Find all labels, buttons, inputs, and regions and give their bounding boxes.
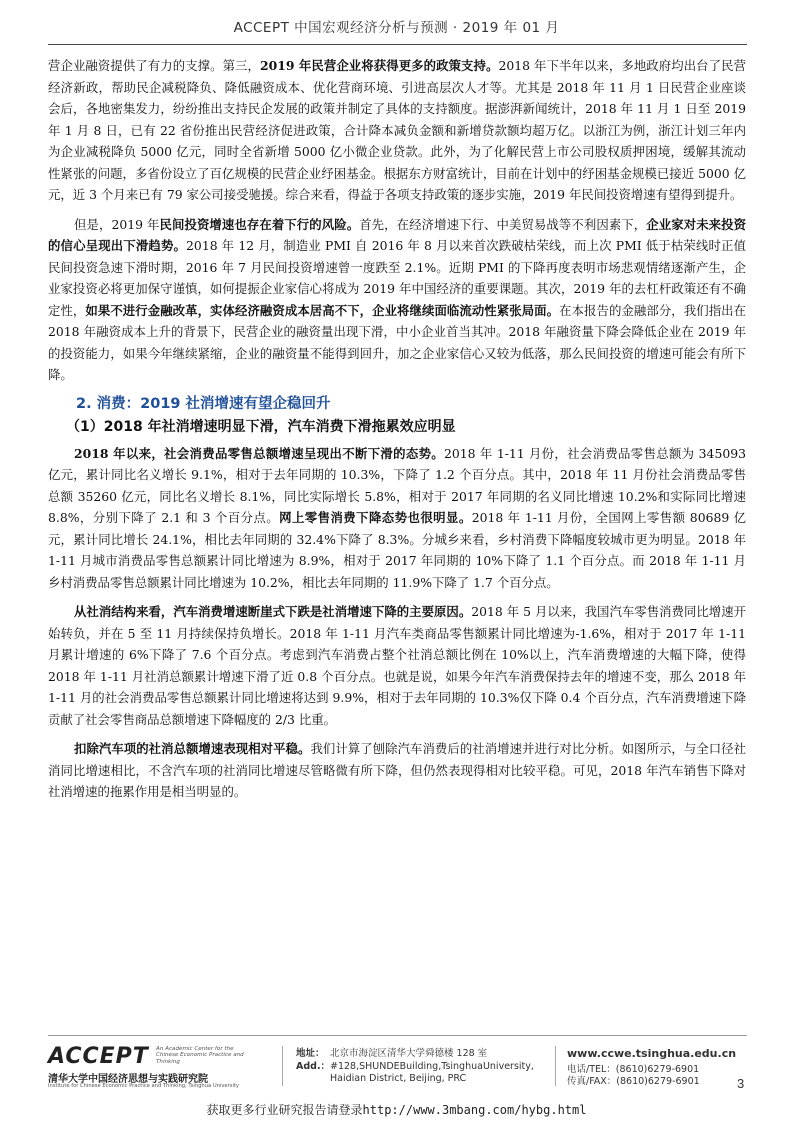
text-run: 2018 年下半年以来，多地政府均出台了民营经济新政，帮助民企减税降负、降低融资成本、优化营商环境、引进高层次人才等。尤其是 2018 年 11 月 1 日民营企业座谈会后，各地密集发力，纷纷推出支持民企发展的政策并制定了具体的支持额度。据澎湃新闻统计，2018 年 11 月 1 日至 2019 年 1 月 8 日，已有 22 省份推出民营经济促进政策，合计降本减负金额和新增贷款额均超万亿。以浙江为例，浙江计划三年内为企业减税降负 5000 亿元，同时全省新增 5000 亿小微企业贷款。此外，为了化解民营上市公司股权质押困境，缓解其流动性紧张的问题，多省份设立了百亿规模的民营企业纾困基金。根据东方财富统计，目前在计划中的纾困基金规模已接近 5000 亿元，近 3 个月来已有 79 家公司接受驰援。综合来看，得益于各项支持政策的逐步实施，2019 年民间投资增速有望得到提升。 (48, 58, 746, 202)
footer-divider (48, 1035, 747, 1036)
logo-tagline: An Academic Center for the Chinese Economic Practice and Thinking (156, 1046, 244, 1065)
text-run: 2018 年 1-11 月份，社会消费品零售总额为 345093 亿元，累计同比名义增长 9.1%，相对于去年同期的 10.3%，下降了 1.2 个百分点。其中，2018 年 11 月份社会消费品零售总额 35260 亿元，同比名义增长 8.1%，同比实际增长 5.8%，相对于 2017 年同期的名义同比增速 10.2%和实际同比增速 8.8%，分别下降了 2.1 和 3 个百分点。 (48, 445, 746, 525)
address-cn-label: 地址： (296, 1048, 325, 1059)
text-run: 但是，2019 年 (74, 216, 160, 232)
institute-logo (48, 1044, 268, 1090)
paragraph (48, 443, 746, 594)
text-run: 我们计算了刨除汽车消费后的社消增速并进行对比分析。如图所示，与全口径社消同比增速相比，不含汽车项的社消同比增速尽管略微有所下降，但仍然表现得相对比较平稳。可见，2018 年汽车销售下降对社消增速的拖累作用是相当明显的。 (48, 741, 747, 799)
footer-contact (567, 1048, 736, 1089)
text-run: 营企业融资提供了有力的支撑。第三， (48, 58, 261, 73)
bold-run: 2019 年民营企业将获得更多的政策支持。 (260, 58, 499, 73)
fax: 传真/FAX：(8610)6279-6901 (567, 1076, 700, 1087)
address-en-label: Add.： (296, 1060, 331, 1072)
address-en-line2: Haidian District, Beijing, PRC (330, 1073, 467, 1084)
main-content (48, 55, 746, 811)
paragraph (48, 55, 746, 206)
institute-name-cn: 清华大学中国经济思想与实践研究院 (48, 1074, 208, 1085)
text-run: 2018 年 5 月以来，我国汽车零售消费同比增速开始转负，并在 5 至 11 月持续保持负增长。2018 年 1-11 月汽车类商品零售额累计同比增速为-1.6%，相对于 2017 年 1-11 月累计增速的 6%下降了 7.6 个百分点。考虑到汽车消费占整个社消总额比例在 10%以上，汽车消费增速的大幅下降，使得 2018 年 1-11 月社消总额累计增速下滑了近 0.8 个百分点。也就是说，如果今年汽车消费保持去年的增速不变，那么 2018 年 1-11 月的社会消费品零售总额累计同比增速将达到 9.9%，相对于去年同期的 10.3%仅下降 0.4 个百分点，汽车消费增速下降贡献了社会零售商品总额增速下降幅度的 2/3 比重。 (48, 604, 747, 727)
section-heading: 2. 消费：2019 社消增速有望企稳回升 (76, 395, 331, 412)
text-run: 首先，在经济增速下行、中美贸易战等不利因素下， (359, 216, 647, 232)
paragraph (48, 601, 746, 730)
logo-wordmark: ACCEPT (48, 1044, 149, 1069)
text-run: 2018 年 1-11 月份，全国网上零售额 80689 亿元，累计同比增长 24.1%，相比去年同期的 32.4%下降了 8.3%。分城乡来看，乡村消费下降幅度较城市更为明显。2018 年 1-11 月城市消费品零售总额累计同比增速为 8.9%，相对于 2017 年同期的 10%下降了 1.1 个百分点。而 2018 年 1-11 月乡村消费品零售总额累计同比增速为 10.2%，相比去年同期的 11.9%下降了 1.7 个百分点。 (48, 510, 747, 590)
bold-run: 从社消结构来看，汽车消费增速断崖式下跌是社消增速下降的主要原因。 (74, 604, 472, 619)
website-link[interactable]: www.ccwe.tsinghua.edu.cn (567, 1047, 737, 1060)
page-number: 3 (737, 1076, 745, 1091)
subsection-heading: （1）2018 年社消增速明显下滑，汽车消费下滑拖累效应明显 (66, 419, 456, 435)
bold-run: 企业家对未来投资的信心呈现出下滑趋势。 (48, 216, 747, 253)
header-divider (48, 44, 747, 45)
bold-run: 2018 年以来，社会消费品零售总额增速呈现出不断下滑的态势。 (74, 445, 445, 461)
footer-separator (555, 1046, 556, 1086)
paragraph (48, 738, 746, 803)
footer-address (296, 1048, 534, 1086)
paragraph (48, 214, 746, 386)
bold-run: 如果不进行金融改革，实体经济融资成本居高不下，企业将继续面临流动性紧张局面。 (85, 302, 560, 318)
bold-run: 扣除汽车项的社消总额增速表现相对平稳。 (74, 741, 311, 756)
bold-run: 民间投资增速也存在着下行的风险。 (159, 216, 360, 232)
text-run: 在本报告的金融部分，我们指出在 2018 年融资成本上升的背景下，民营企业的融资量出现下滑，中小企业首当其冲。2018 年融资量下降会降低企业在 2019 年的投资能力，如果今年继续紧缩，企业的融资量不能得到回升，加之企业家信心又较为低落，那么民间投资的增速可能会有所下降。 (48, 302, 747, 382)
bold-run: 网上零售消费下降态势也很明显。 (279, 510, 472, 525)
text-run: 2018 年 12 月，制造业 PMI 自 2016 年 8 月以来首次跌破枯荣线，而上次 PMI 低于枯荣线时正值民间投资急速下滑时期，2016 年 7 月民间投资增速曾一度跌至 2.1%。近期 PMI 的下降再度表明市场悲观情绪逐渐产生，企业家投资必将更加保守谨慎，如何提振企业家信心将成为 2019 年中国经济的重要课题。其次，2019 年的去杠杆政策还有不确定性， (48, 238, 746, 318)
address-cn: 北京市海淀区清华大学舜德楼 128 室 (330, 1048, 488, 1059)
page-header: ACCEPT 中国宏观经济分析与预测 · 2019 年 01 月 (233, 20, 560, 36)
telephone: 电话/TEL：(8610)6279-6901 (567, 1063, 700, 1075)
promo-link[interactable]: 获取更多行业研究报告请登录http://www.3mbang.com/hybg.html (206, 1103, 587, 1117)
address-en-line1: #128,SHUNDEBuilding,TsinghuaUniversity, (330, 1060, 534, 1072)
institute-name-en: Institute for Chinese Economic Practice and Thinking, Tsinghua University (48, 1083, 239, 1089)
footer-separator (282, 1046, 283, 1086)
